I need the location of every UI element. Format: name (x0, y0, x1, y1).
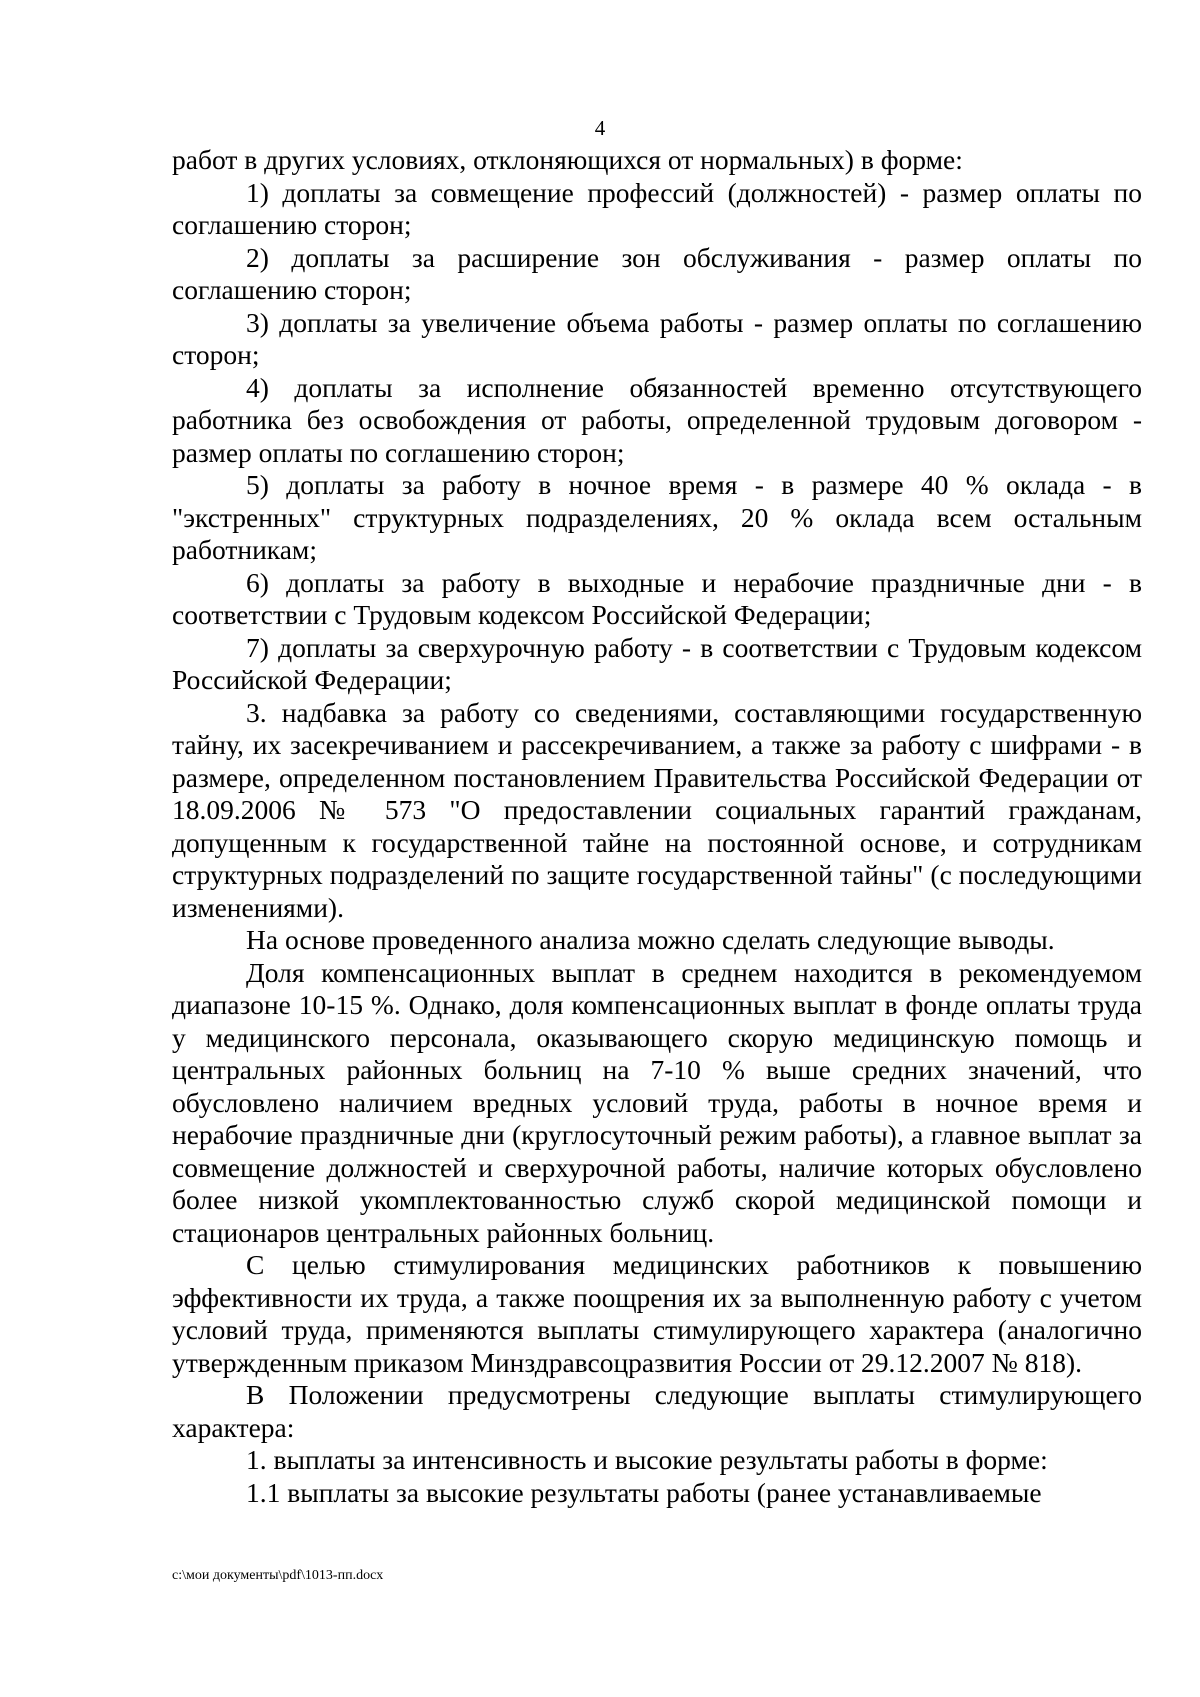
paragraph-item-5: 5) доплаты за работу в ночное время - в размере 40 % оклада - в "экстренных" структурных подразделениях, 20 % оклада всем остальным работникам; (172, 469, 1142, 565)
paragraph-secrecy-allowance: 3. надбавка за работу со сведениями, составляющими государственную тайну, их засекречиванием и рассекречиванием, а также за работу с шифрами - в размере, определенном постановлением Правительства Российской Федерации от 18.09.2006 № 573 "О предоставлении социальных гарантий гражданам, допущенным к государственной тайне на постоянной основе, и сотрудникам структурных подразделений по защите государственной тайны" (с последующими изменениями). (172, 696, 1142, 923)
paragraph-item-4: 4) доплаты за исполнение обязанностей временно отсутствующего работника без освобождения от работы, определенной трудовым договором - размер оплаты по соглашению сторон; (172, 371, 1142, 468)
paragraph-compensation-share: Доля компенсационных выплат в среднем находится в рекомендуемом диапазоне 10-15 %. Однако, доля компенсационных выплат в фонде оплаты труда у медицинского персонала, оказывающего скорую медицинскую помощь и центральных районных больниц на 7-10 % выше средних значений, что обусловлено наличием вредных условий труда, работы в ночное время и нерабочие праздничные дни (круглосуточный режим работы), а главное выплат за совмещение должностей и сверхурочной работы, наличие которых обусловлено более низкой укомплектованностью служб скорой медицинской помощи и стационаров центральных районных больниц. (172, 956, 1142, 1248)
paragraph-item-3: 3) доплаты за увеличение объема работы - размер оплаты по соглашению сторон; (172, 306, 1142, 370)
paragraph-conclusions-intro: На основе проведенного анализа можно сделать следующие выводы. (246, 924, 1055, 955)
page-number: 4 (594, 116, 606, 140)
paragraph-continuation: работ в других условиях, отклоняющихся от нормальных) в форме: (172, 144, 963, 175)
paragraph-incentive-purpose: С целью стимулирования медицинских работников к повышению эффективности их труда, а также поощрения их за выполненную работу с учетом условий труда, применяются выплаты стимулирующего характера (аналогично утвержденным приказом Минздравсоцразвития России от 29.12.2007 № 818). (172, 1249, 1142, 1378)
paragraph-item-6: 6) доплаты за работу в выходные и нерабочие праздничные дни - в соответствии с Трудовым кодексом Российской Федерации; (172, 566, 1142, 630)
document-body (172, 144, 1142, 1509)
paragraph-incentive-item-1: 1. выплаты за интенсивность и высокие результаты работы в форме: (246, 1444, 1048, 1475)
footer-file-path: c:\мои документы\pdf\1013-пп.docx (172, 1568, 384, 1583)
paragraph-item-2: 2) доплаты за расширение зон обслуживания - размер оплаты по соглашению сторон; (172, 241, 1142, 305)
paragraph-item-1: 1) доплаты за совмещение профессий (должностей) - размер оплаты по соглашению сторон; (172, 176, 1142, 240)
paragraph-incentive-list-intro: В Положении предусмотрены следующие выплаты стимулирующего характера: (172, 1379, 1142, 1443)
paragraph-incentive-item-1-1: 1.1 выплаты за высокие результаты работы (ранее устанавливаемые (246, 1476, 1042, 1508)
paragraph-item-7: 7) доплаты за сверхурочную работу - в соответствии с Трудовым кодексом Российской Федерации; (172, 631, 1142, 695)
